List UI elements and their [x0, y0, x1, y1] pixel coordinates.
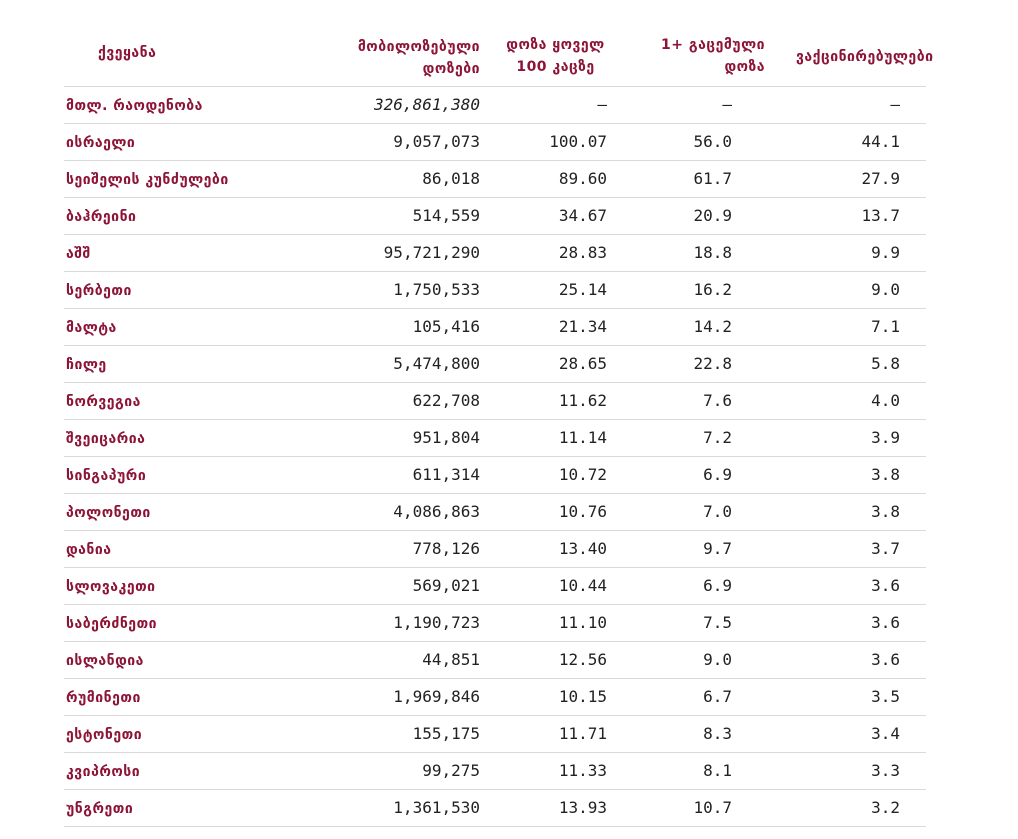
- cell-country: მთლ. რაოდენობა: [66, 98, 203, 114]
- cell-country: სინგაპური: [66, 468, 147, 484]
- table-header: [64, 28, 934, 86]
- cell-country: შვეიცარია: [66, 431, 146, 447]
- cell-per-100: 13.40: [558, 539, 607, 558]
- cell-doses: 1,969,846: [393, 687, 480, 706]
- cell-one-dose: –: [722, 95, 732, 114]
- cell-country: ისლანდია: [66, 653, 144, 669]
- table-row: [64, 789, 926, 827]
- table-row: [64, 715, 926, 752]
- cell-doses: 95,721,290: [383, 243, 480, 262]
- table-row: [64, 530, 926, 567]
- cell-country: სლოვაკეთი: [66, 579, 156, 595]
- cell-vaccinated: 5.8: [871, 354, 900, 373]
- cell-per-100: 12.56: [558, 650, 607, 669]
- cell-doses: 514,559: [412, 206, 480, 225]
- cell-country: ბაჰრეინი: [66, 209, 137, 225]
- table-row: [64, 604, 926, 641]
- cell-one-dose: 20.9: [693, 206, 732, 225]
- cell-vaccinated: 3.7: [871, 539, 900, 558]
- table-row: [64, 345, 926, 382]
- cell-per-100: 13.93: [558, 798, 607, 817]
- cell-doses: 569,021: [412, 576, 480, 595]
- cell-doses: 105,416: [412, 317, 480, 336]
- cell-doses: 9,057,073: [393, 132, 480, 151]
- cell-per-100: 100.07: [549, 132, 607, 151]
- cell-per-100: 11.71: [558, 724, 607, 743]
- cell-vaccinated: 3.3: [871, 761, 900, 780]
- cell-one-dose: 6.7: [703, 687, 732, 706]
- cell-one-dose: 14.2: [693, 317, 732, 336]
- cell-vaccinated: 3.4: [871, 724, 900, 743]
- cell-one-dose: 9.7: [703, 539, 732, 558]
- cell-vaccinated: 3.9: [871, 428, 900, 447]
- cell-vaccinated: 3.5: [871, 687, 900, 706]
- cell-vaccinated: 27.9: [861, 169, 900, 188]
- cell-per-100: –: [597, 95, 607, 114]
- cell-one-dose: 10.7: [693, 798, 732, 817]
- cell-country: ჩილე: [66, 357, 107, 373]
- cell-doses: 1,190,723: [393, 613, 480, 632]
- cell-doses: 622,708: [412, 391, 480, 410]
- table-row: [64, 123, 926, 160]
- cell-one-dose: 8.3: [703, 724, 732, 743]
- table-row: [64, 641, 926, 678]
- cell-vaccinated: 7.1: [871, 317, 900, 336]
- cell-one-dose: 7.0: [703, 502, 732, 521]
- cell-doses: 99,275: [422, 761, 480, 780]
- cell-per-100: 28.65: [558, 354, 607, 373]
- cell-per-100: 10.76: [558, 502, 607, 521]
- table-row: [64, 160, 926, 197]
- cell-one-dose: 9.0: [703, 650, 732, 669]
- cell-one-dose: 8.1: [703, 761, 732, 780]
- cell-per-100: 28.83: [558, 243, 607, 262]
- header-doses-per-100: დოზა ყოველ 100 კაცზე: [506, 37, 605, 75]
- cell-per-100: 10.15: [558, 687, 607, 706]
- table-row: [64, 678, 926, 715]
- cell-per-100: 10.44: [558, 576, 607, 595]
- cell-per-100: 10.72: [558, 465, 607, 484]
- table-row: [64, 271, 926, 308]
- cell-per-100: 11.62: [558, 391, 607, 410]
- cell-doses: 86,018: [422, 169, 480, 188]
- cell-doses: 951,804: [412, 428, 480, 447]
- cell-per-100: 34.67: [558, 206, 607, 225]
- cell-one-dose: 7.5: [703, 613, 732, 632]
- cell-doses: 611,314: [412, 465, 480, 484]
- cell-country: უნგრეთი: [66, 801, 134, 817]
- cell-vaccinated: 13.7: [861, 206, 900, 225]
- cell-one-dose: 22.8: [693, 354, 732, 373]
- header-country: ქვეყანა: [98, 45, 157, 61]
- cell-vaccinated: 3.8: [871, 502, 900, 521]
- header-doses-administered: მობილოზებული დოზები: [357, 39, 480, 77]
- cell-country: სერბეთი: [66, 283, 132, 299]
- table-body: [64, 86, 926, 827]
- cell-doses: 1,750,533: [393, 280, 480, 299]
- cell-country: აშშ: [66, 246, 91, 262]
- cell-one-dose: 7.6: [703, 391, 732, 410]
- cell-vaccinated: –: [890, 95, 900, 114]
- header-one-dose: 1+ გაცემული დოზა: [661, 37, 765, 75]
- table-row: [64, 493, 926, 530]
- table-row: [64, 234, 926, 271]
- table-row: [64, 567, 926, 604]
- cell-one-dose: 7.2: [703, 428, 732, 447]
- cell-per-100: 25.14: [558, 280, 607, 299]
- cell-doses: 155,175: [412, 724, 480, 743]
- cell-country: პოლონეთი: [66, 505, 151, 521]
- cell-one-dose: 6.9: [703, 576, 732, 595]
- cell-doses: 1,361,530: [393, 798, 480, 817]
- vaccination-table: [64, 28, 934, 827]
- cell-per-100: 21.34: [558, 317, 607, 336]
- cell-country: სეიშელის კუნძულები: [66, 172, 229, 188]
- cell-doses: 778,126: [412, 539, 480, 558]
- cell-per-100: 11.33: [558, 761, 607, 780]
- cell-country: დანია: [66, 542, 112, 558]
- cell-country: საბერძნეთი: [66, 616, 158, 632]
- cell-country: რუმინეთი: [66, 690, 141, 706]
- cell-vaccinated: 4.0: [871, 391, 900, 410]
- cell-per-100: 11.14: [558, 428, 607, 447]
- cell-one-dose: 6.9: [703, 465, 732, 484]
- header-fully-vaccinated: ვაქცინირებულები: [796, 49, 934, 65]
- cell-vaccinated: 9.9: [871, 243, 900, 262]
- cell-one-dose: 18.8: [693, 243, 732, 262]
- cell-country: ნორვეგია: [66, 394, 141, 410]
- cell-country: ესტონეთი: [66, 727, 143, 743]
- cell-vaccinated: 3.6: [871, 650, 900, 669]
- cell-vaccinated: 3.2: [871, 798, 900, 817]
- cell-country: მალტა: [66, 320, 117, 336]
- cell-doses: 44,851: [422, 650, 480, 669]
- cell-vaccinated: 3.6: [871, 576, 900, 595]
- table-row: [64, 752, 926, 789]
- table-row: [64, 197, 926, 234]
- cell-vaccinated: 9.0: [871, 280, 900, 299]
- cell-doses: 326,861,380: [374, 95, 480, 114]
- table-row-total: [64, 86, 926, 123]
- table-row: [64, 382, 926, 419]
- table-row: [64, 419, 926, 456]
- cell-doses: 4,086,863: [393, 502, 480, 521]
- cell-vaccinated: 3.8: [871, 465, 900, 484]
- cell-one-dose: 56.0: [693, 132, 732, 151]
- cell-country: კვიპროსი: [66, 764, 141, 780]
- cell-country: ისრაელი: [66, 135, 136, 151]
- table-row: [64, 308, 926, 345]
- cell-vaccinated: 44.1: [861, 132, 900, 151]
- cell-per-100: 11.10: [558, 613, 607, 632]
- cell-one-dose: 61.7: [693, 169, 732, 188]
- cell-doses: 5,474,800: [393, 354, 480, 373]
- cell-one-dose: 16.2: [693, 280, 732, 299]
- cell-per-100: 89.60: [558, 169, 607, 188]
- table-row: [64, 456, 926, 493]
- cell-vaccinated: 3.6: [871, 613, 900, 632]
